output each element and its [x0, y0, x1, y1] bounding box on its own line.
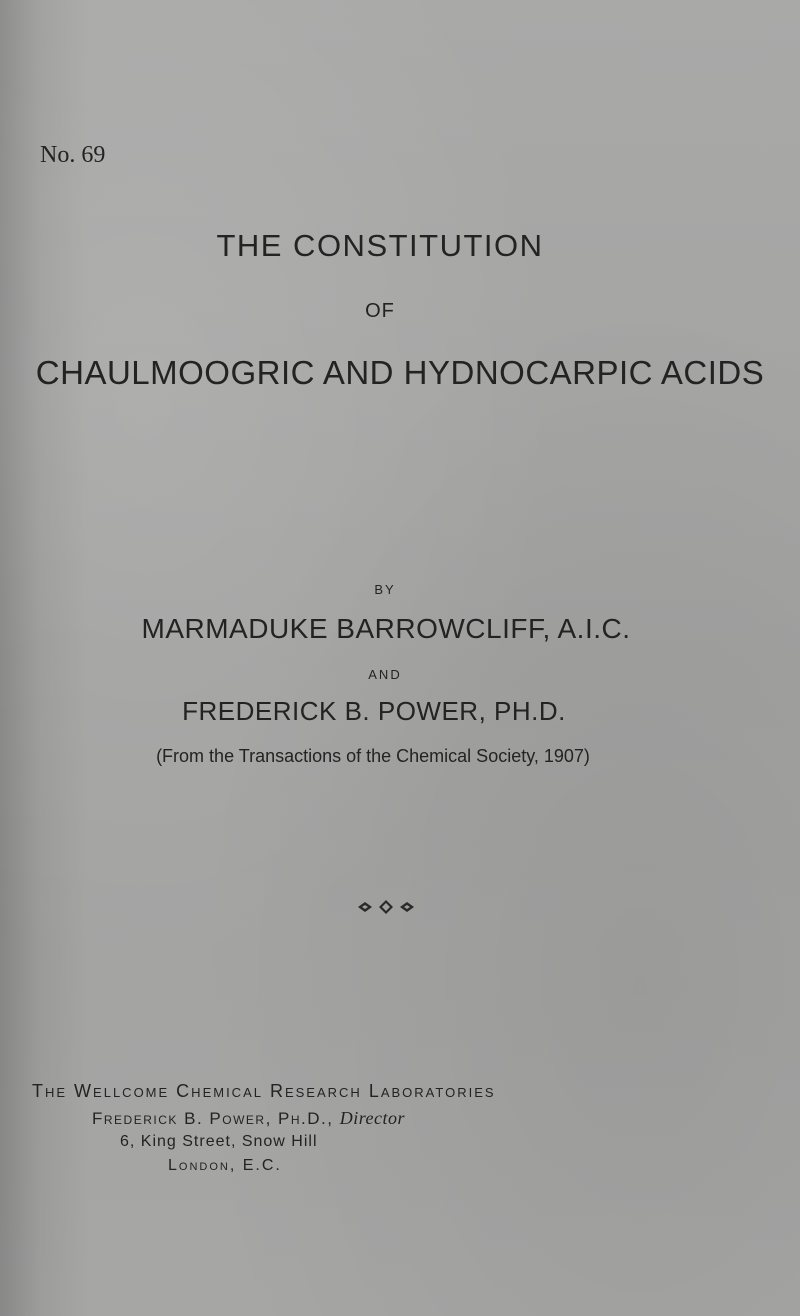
publisher-line-3: 6, King Street, Snow Hill: [120, 1133, 318, 1150]
author-1: MARMADUKE BARROWCLIFF, A.I.C.: [141, 613, 631, 644]
title-of: OF: [365, 300, 395, 322]
title-line-1: THE CONSTITUTION: [216, 228, 544, 263]
document-number: No. 69: [40, 142, 106, 168]
director-name: Frederick B. Power, Ph.D.,: [92, 1109, 334, 1128]
ornament-icon: [356, 897, 416, 917]
publisher-line-2: [92, 1108, 405, 1129]
title-line-2: CHAULMOOGRIC AND HYDNOCARPIC ACIDS: [35, 354, 765, 391]
publisher-line-1: The Wellcome Chemical Research Laboratories: [32, 1081, 496, 1101]
and-label: AND: [368, 667, 402, 682]
by-label: BY: [374, 582, 396, 597]
publisher-line-4: London, E.C.: [168, 1157, 282, 1174]
author-2: FREDERICK B. POWER, PH.D.: [182, 696, 566, 726]
director-role: Director: [339, 1108, 406, 1128]
source-note: (From the Transactions of the Chemical Society, 1907): [156, 746, 590, 766]
